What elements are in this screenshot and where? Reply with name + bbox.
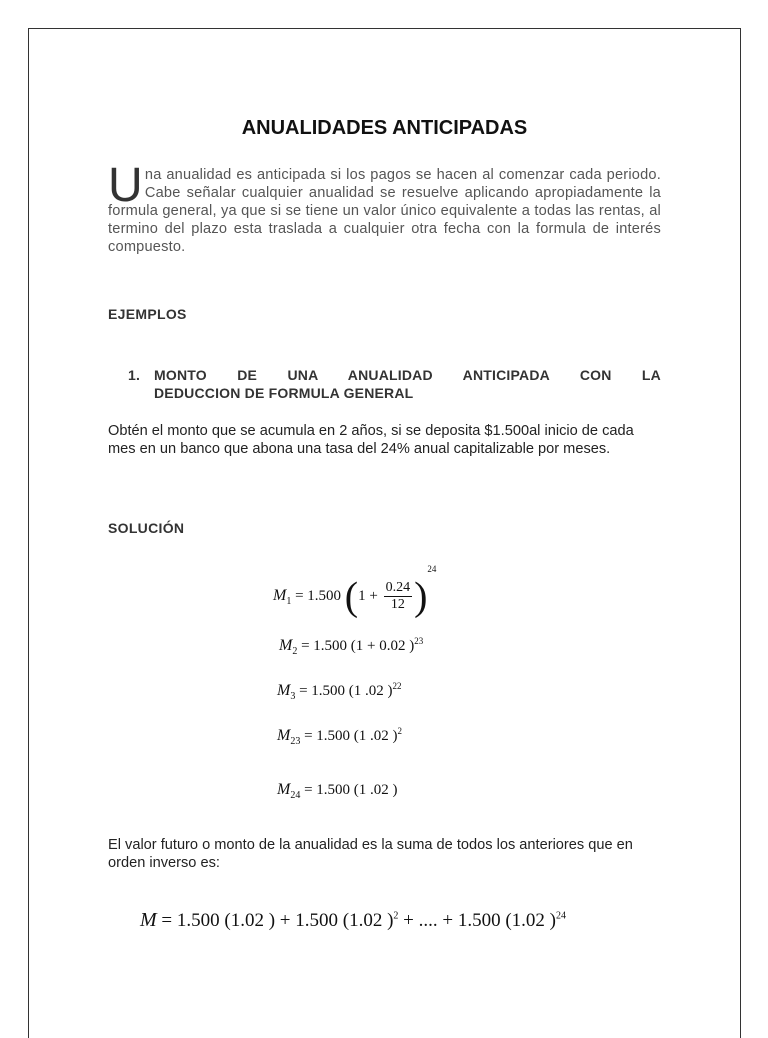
equation-m3: $M_3 = 1.500$ (1 .02 )$^{22}$ <box>277 681 402 702</box>
example-item <box>128 366 661 402</box>
example-title-line2: DEDUCCION DE FORMULA GENERAL <box>154 385 414 401</box>
fraction: $\frac{0.24}{12}$ <box>385 580 411 613</box>
example-number: 1. <box>128 367 141 383</box>
intro-text: na anualidad es anticipada si los pagos se hacen al comenzar cada periodo. Cabe señalar cualquier anualidad se resuelve aplicando apropiadamente la formula general, ya que si se tiene un valor único equivalente a todas las rentas, al termino del plazo esta traslada a cualquier otra fecha con la formula de interés compuesto. <box>108 167 661 255</box>
problem-statement: Obtén el monto que se acumula en 2 años, si se deposita $1.500al inicio de cada mes en un banco que abona una tasa del 24% anual capitalizable por meses. <box>108 423 634 457</box>
equation-m24: $M_{24} = 1.500$ (1 .02 ) <box>277 781 398 801</box>
ejemplos-heading: EJEMPLOS <box>108 306 187 322</box>
equation-m23: $M_{23} = 1.500$ (1 .02 )$^2$ <box>277 726 403 747</box>
example-title-line1: MONTO DE UNA ANUALIDAD ANTICIPADA CON LA <box>154 367 661 383</box>
conclusion-paragraph: El valor futuro o monto de la anualidad es la suma de todos los anteriores que en orden inverso es: <box>108 837 633 871</box>
drop-cap: U <box>108 159 143 212</box>
intro-paragraph <box>108 159 661 256</box>
document-page <box>28 28 741 1038</box>
equation-sum: M = 1.500 (1.02 ) + 1.500 (1.02 )$^2$ + .... + 1.500 (1.02 )$^{24}$ <box>140 909 567 931</box>
equation-m1: $M_1 = 1.500$ (1 + $\frac{0.24}{12}$ )$^{24}$ <box>273 564 437 619</box>
equation-m2: $M_2 = 1.500$ (1 + 0.02 )$^{23}$ <box>279 636 424 657</box>
solucion-heading: SOLUCIÓN <box>108 520 185 536</box>
page-title: ANUALIDADES ANTICIPADAS <box>241 117 528 139</box>
